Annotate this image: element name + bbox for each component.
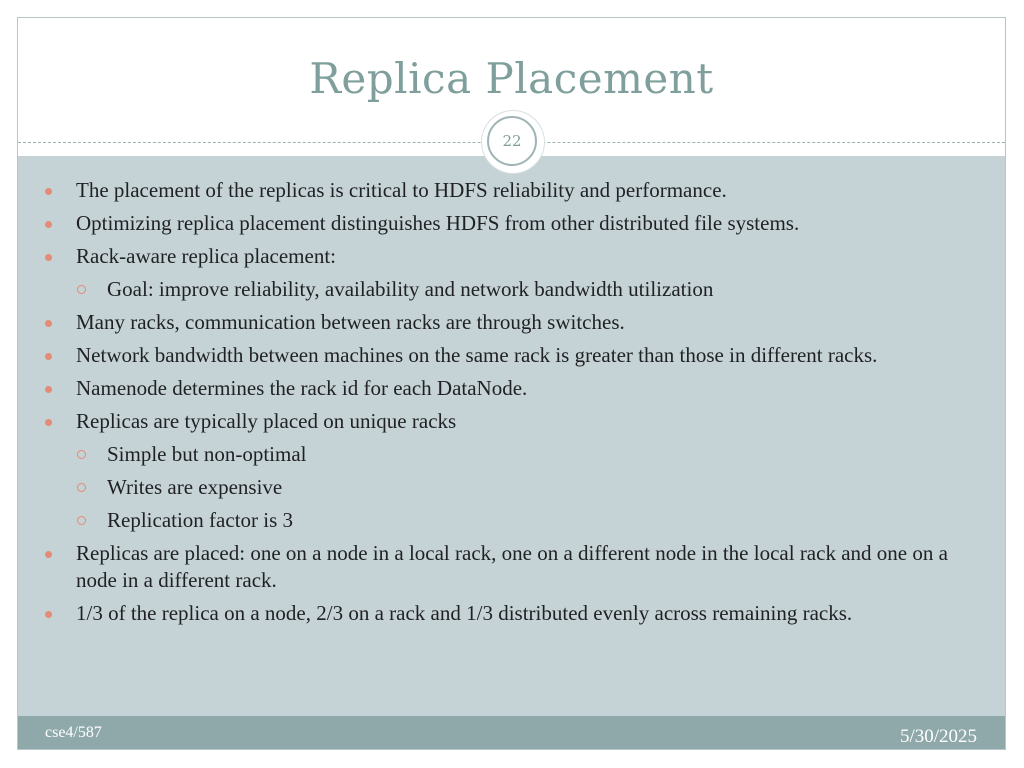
bullet-text: The placement of the replicas is critical to HDFS reliability and performance. [76,178,727,202]
sub-bullet-text: Writes are expensive [107,475,283,499]
slide-number: 22 [487,116,537,166]
bullet-item [38,342,988,369]
sub-bullet-item [38,276,988,303]
bullet-dot-icon [45,551,52,558]
sub-bullet-text: Simple but non-optimal [107,442,307,466]
footer-course-code: cse4/587 [45,724,102,741]
sub-bullet-text: Goal: improve reliability, availability and network bandwidth utilization [107,277,714,301]
bullet-item [38,540,988,594]
bullet-item [38,375,988,402]
footer-date: 5/30/2025 [899,726,977,747]
hollow-circle-bullet-icon [77,516,86,525]
bullet-item [38,177,988,204]
bullet-dot-icon [45,386,52,393]
bullet-text: 1/3 of the replica on a node, 2/3 on a rack and 1/3 distributed evenly across remaining racks. [76,601,853,625]
bullet-text: Optimizing replica placement distinguishes HDFS from other distributed file systems. [76,211,800,235]
bullet-text: Replicas are placed: one on a node in a local rack, one on a different node in the local rack and one on a node in a different rack. [76,541,948,592]
bullet-dot-icon [45,254,52,261]
bullet-item [38,600,988,627]
bullet-item [38,309,988,336]
slide-title: Replica Placement [309,54,714,103]
bullet-dot-icon [45,221,52,228]
bullet-text: Namenode determines the rack id for each DataNode. [76,376,528,400]
footer-bar [18,716,1005,750]
hollow-circle-bullet-icon [77,450,86,459]
bullet-item [38,210,988,237]
bullet-text: Rack-aware replica placement: [76,244,337,268]
bullet-item [38,243,988,270]
bullet-dot-icon [45,419,52,426]
bullet-dot-icon [45,611,52,618]
sub-bullet-item [38,507,988,534]
sub-bullet-text: Replication factor is 3 [107,508,294,532]
bullet-dot-icon [45,188,52,195]
bullet-text: Replicas are typically placed on unique racks [76,409,457,433]
hollow-circle-bullet-icon [77,285,86,294]
sub-bullet-item [38,474,988,501]
bullet-dot-icon [45,353,52,360]
slide-number-badge [482,111,544,173]
bullet-item [38,408,988,435]
bullet-list [38,177,988,633]
slide [17,17,1006,750]
bullet-text: Many racks, communication between racks are through switches. [76,310,625,334]
bullet-dot-icon [45,320,52,327]
hollow-circle-bullet-icon [77,483,86,492]
sub-bullet-item [38,441,988,468]
bullet-text: Network bandwidth between machines on the same rack is greater than those in different racks. [76,343,878,367]
